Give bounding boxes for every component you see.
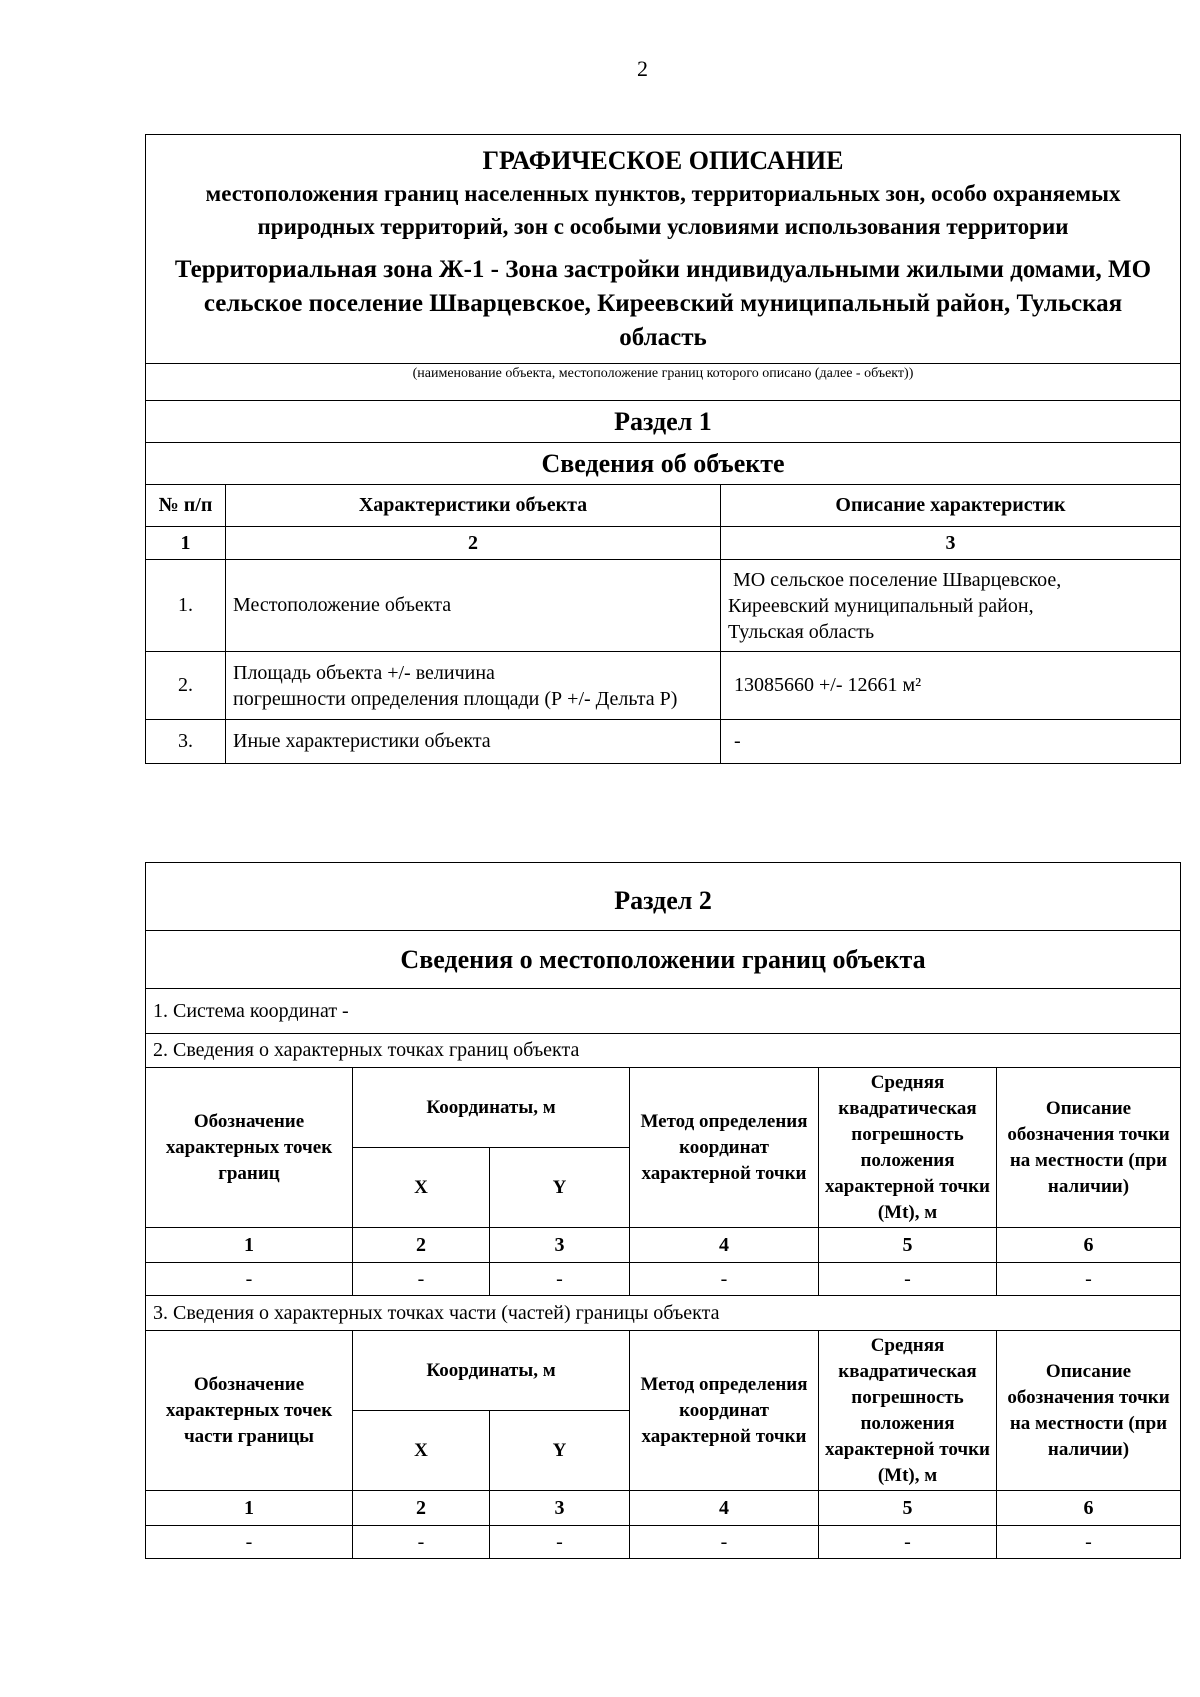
- row-description: [721, 560, 1181, 652]
- points-title: 2. Сведения о характерных точках границ объекта: [146, 1034, 1181, 1068]
- row-description: 13085660 +/- 12661 м²: [721, 652, 1181, 720]
- header-designation: Обозначение характерных точек границ: [146, 1068, 353, 1228]
- table-cell: -: [997, 1526, 1181, 1559]
- column-number: 2: [353, 1228, 490, 1263]
- row-description: -: [721, 720, 1181, 764]
- table-cell: -: [353, 1263, 490, 1296]
- table-cell: -: [353, 1526, 490, 1559]
- column-header-description: Описание характеристик: [721, 485, 1181, 527]
- row-characteristic: [226, 652, 721, 720]
- column-number: 1: [146, 1228, 353, 1263]
- section1-subtitle: Сведения об объекте: [146, 443, 1181, 485]
- characteristic-line: погрешности определения площади (Р +/- Дельта Р): [233, 687, 678, 710]
- header-designation-part: Обозначение характерных точек части границы: [146, 1331, 353, 1491]
- table-cell: -: [630, 1526, 819, 1559]
- row-number: 2.: [146, 652, 226, 720]
- header-coordinates: Координаты, м: [353, 1331, 630, 1411]
- row-number: 3.: [146, 720, 226, 764]
- table-cell: -: [819, 1263, 997, 1296]
- header-point-description: Описание обозначения точки на местности (при наличии): [997, 1068, 1181, 1228]
- column-number: 3: [490, 1491, 630, 1526]
- section2-table: [145, 862, 1181, 1559]
- column-number: 5: [819, 1491, 997, 1526]
- object-name: Территориальная зона Ж-1 - Зона застройки индивидуальными жилыми домами, МО сельское поселение Шварцевское, Киреевский муниципальный район, Тульская область: [174, 256, 1152, 351]
- table-cell: -: [630, 1263, 819, 1296]
- header-method: Метод определения координат характерной точки: [630, 1068, 819, 1228]
- table-cell: -: [146, 1526, 353, 1559]
- column-number: 4: [630, 1491, 819, 1526]
- header-y: Y: [490, 1148, 630, 1228]
- coordinate-system: 1. Система координат -: [146, 989, 1181, 1034]
- table-row: [146, 1526, 1181, 1559]
- page-number: 2: [637, 56, 648, 81]
- column-number: 5: [819, 1228, 997, 1263]
- document-title: ГРАФИЧЕСКОЕ ОПИСАНИЕ: [482, 146, 844, 175]
- object-caption: (наименование объекта, местоположение границ которого описано (далее - объект)): [146, 364, 1181, 401]
- section1-table: [145, 134, 1181, 764]
- column-number: 2: [226, 527, 721, 560]
- column-number: 6: [997, 1491, 1181, 1526]
- description-line: Киреевский муниципальный район,: [728, 594, 1034, 617]
- characteristic-line: Площадь объекта +/- величина: [233, 661, 495, 684]
- column-number: 1: [146, 1491, 353, 1526]
- table-row: [146, 560, 1181, 652]
- table-row: [146, 720, 1181, 764]
- row-number: 1.: [146, 560, 226, 652]
- header-x: X: [353, 1148, 490, 1228]
- column-header-characteristic: Характеристики объекта: [226, 485, 721, 527]
- header-point-description: Описание обозначения точки на местности (при наличии): [997, 1331, 1181, 1491]
- description-line: МО сельское поселение Шварцевское,: [733, 568, 1062, 591]
- table-cell: -: [997, 1263, 1181, 1296]
- column-number: 6: [997, 1228, 1181, 1263]
- part-points-title: 3. Сведения о характерных точках части (частей) границы объекта: [146, 1296, 1181, 1331]
- table-row: [146, 1263, 1181, 1296]
- column-number: 2: [353, 1491, 490, 1526]
- row-characteristic: Местоположение объекта: [226, 560, 721, 652]
- table-cell: -: [490, 1526, 630, 1559]
- header-coordinates: Координаты, м: [353, 1068, 630, 1148]
- table-cell: -: [490, 1263, 630, 1296]
- header-error: Средняя квадратическая погрешность положения характерной точки (Mt), м: [819, 1331, 997, 1491]
- document-subtitle: местоположения границ населенных пунктов, территориальных зон, особо охраняемых природных территорий, зон с особыми условиями использования территории: [205, 181, 1121, 239]
- header-method: Метод определения координат характерной точки: [630, 1331, 819, 1491]
- section2-title: Раздел 2: [146, 863, 1181, 931]
- column-number: 4: [630, 1228, 819, 1263]
- header-x: X: [353, 1411, 490, 1491]
- description-line: Тульская область: [728, 620, 875, 643]
- section2-subtitle: Сведения о местоположении границ объекта: [146, 931, 1181, 989]
- header-error: Средняя квадратическая погрешность положения характерной точки (Mt), м: [819, 1068, 997, 1228]
- document-header: [146, 135, 1181, 364]
- table-cell: -: [146, 1263, 353, 1296]
- column-number: 3: [490, 1228, 630, 1263]
- table-row: [146, 652, 1181, 720]
- column-header-number: № п/п: [146, 485, 226, 527]
- row-characteristic: Иные характеристики объекта: [226, 720, 721, 764]
- table-cell: -: [819, 1526, 997, 1559]
- section1-title: Раздел 1: [146, 401, 1181, 443]
- column-number: 3: [721, 527, 1181, 560]
- header-y: Y: [490, 1411, 630, 1491]
- column-number: 1: [146, 527, 226, 560]
